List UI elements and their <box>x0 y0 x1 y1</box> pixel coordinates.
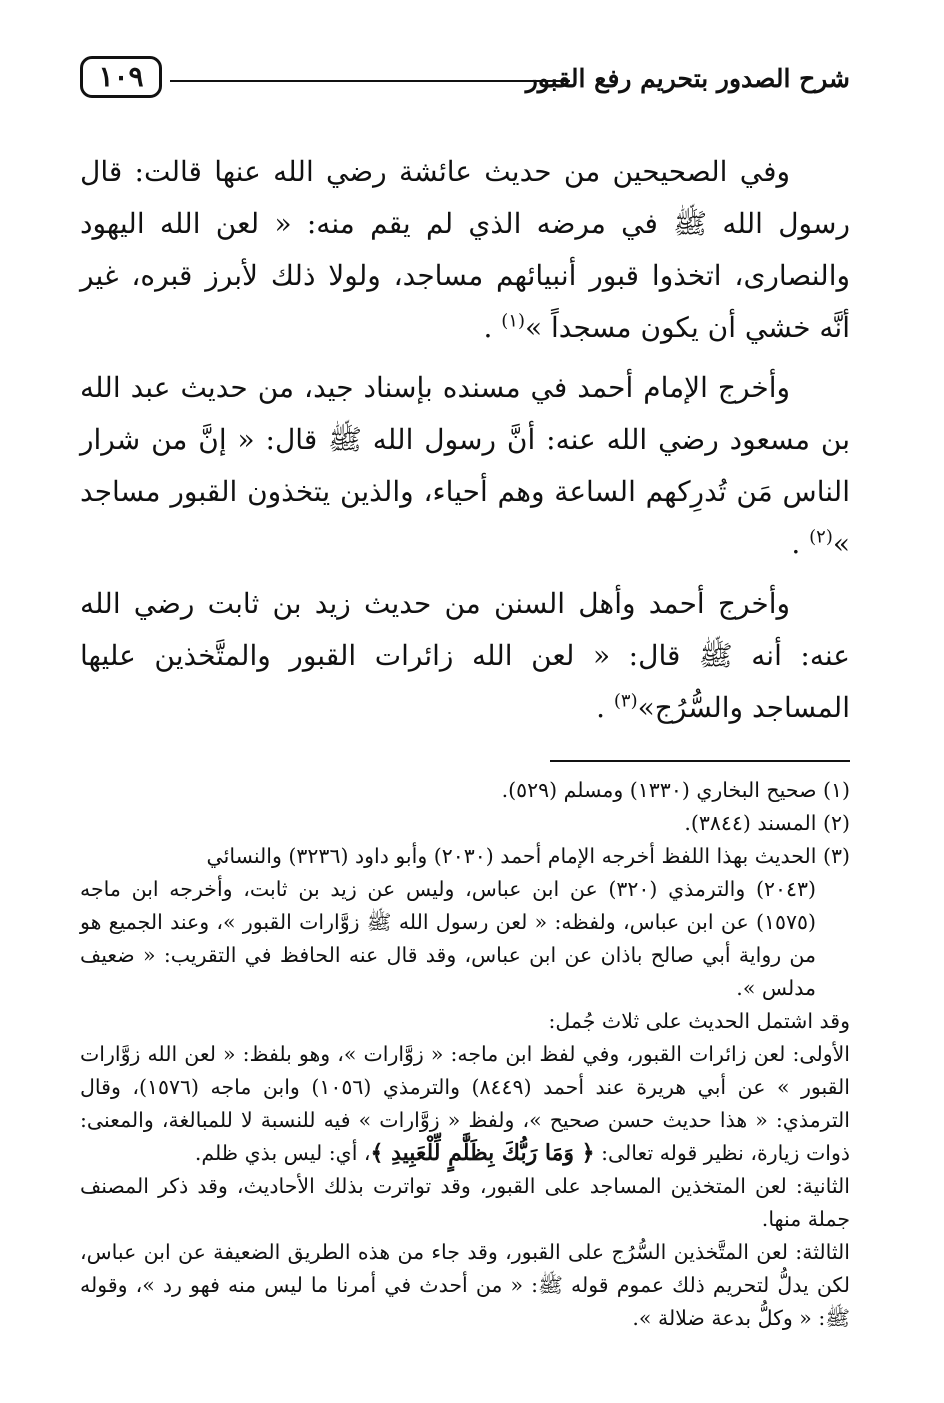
paragraph-text: وأخرج أحمد وأهل السنن من حديث زيد بن ثابت رضي الله عنه: أنه ﷺ قال: « لعن الله زائرات القبور والمتَّخذين عليها المساجد والسُّرُج» <box>80 587 850 724</box>
footnote-3: (٣) الحديث بهذا اللفظ أخرجه الإمام أحمد (٢٠٣٠) وأبو داود (٣٢٣٦) والنسائي <box>206 844 850 868</box>
footnotes <box>80 774 850 1335</box>
footnote-ref: (٢) <box>809 526 833 548</box>
book-page <box>80 50 850 1335</box>
footnote-ref: (١) <box>501 310 525 332</box>
paragraph-indent <box>790 155 850 188</box>
paragraph-indent <box>790 371 850 404</box>
running-title: شرح الصدور بتحريم رفع القبور <box>525 64 850 93</box>
paragraph: وأخرج الإمام أحمد في مسنده بإسناد جيد، من حديث عبد الله بن مسعود رضي الله عنه: أنَّ رسول الله ﷺ قال: « إنَّ من شرار الناس مَن تُدرِكهم الساعة وهم أحياء، والذين يتخذون القبور مساجد »$^{(٢)}$ . <box>80 371 851 560</box>
footnote-3-continued: (٢٠٤٣) والترمذي (٣٢٠) عن ابن عباس، وليس عن زيد بن ثابت، وأخرجه ابن ماجه (١٥٧٥) عن ابن عباس، ولفظه: « لعن رسول الله ﷺ زوَّارات القبور »، وعند الجميع هو من رواية أبي صالح باذان عن ابن عباس، وقد قال عنه الحافظ في التقريب: « ضعيف مدلس ». <box>80 877 816 1000</box>
note-first <box>80 1038 850 1170</box>
note-third: الثالثة: لعن المتَّخذين السُّرُج على القبور، وقد جاء من هذه الطريق الضعيفة عن ابن عباس، لكن يدلُّ لتحريم ذلك عموم قوله ﷺ: « من أحدث في أمرنا ما ليس منه فهو رد »، وقوله ﷺ: « وكلُّ بدعة ضلالة ». <box>80 1240 850 1330</box>
note-intro: وقد اشتمل الحديث على ثلاث جُمل: <box>548 1009 850 1033</box>
note-first-tail: ، أي: ليس بذي ظلم. <box>194 1141 371 1165</box>
note-first-text: الأولى: لعن زائرات القبور، وفي لفظ ابن ماجه: « زوَّارات »، وهو بلفظ: « لعن الله زوَّارات القبور » عن أبي هريرة عند أحمد (٨٤٤٩) والترمذي (١٠٥٦) وابن ماجه (١٥٧٦)، وقال الترمذي: « هذا حديث حسن صحيح »، ولفظ « زوَّارات » فيه للنسبة لا للمبالغة، والمعنى: ذوات زيارة، نظير قوله تعالى: <box>80 1042 850 1165</box>
paragraph-indent <box>790 587 850 620</box>
footnote-separator <box>550 760 850 762</box>
quran-verse: ﴿ وَمَا رَبُّكَ بِظَلَّٰمٍ لِّلْعَبِيدِ ﴾ <box>370 1140 595 1166</box>
paragraph: وفي الصحيحين من حديث عائشة رضي الله عنها قالت: قال رسول الله ﷺ في مرضه الذي لم يقم منه: « لعن الله اليهود والنصارى، اتخذوا قبور أنبيائهم مساجد، ولولا ذلك لأبرز قبره، غير أنَّه خشي أن يكون مسجداً »$^{(١)}$ . <box>80 155 850 344</box>
note-second: الثانية: لعن المتخذين المساجد على القبور، وقد تواترت بذلك الأحاديث، وقد ذكر المصنف جملة منها. <box>80 1174 850 1231</box>
page-number-box: ١٠٩ <box>80 56 162 98</box>
page-header <box>80 50 850 102</box>
paragraph-text: وأخرج الإمام أحمد في مسنده بإسناد جيد، من حديث عبد الله بن مسعود رضي الله عنه: أنَّ رسول الله ﷺ قال: « إنَّ من شرار الناس مَن تُدرِكهم الساعة وهم أحياء، والذين يتخذون القبور مساجد » <box>80 371 851 560</box>
footnote-2: (٢) المسند (٣٨٤٤). <box>684 811 850 835</box>
main-text <box>80 146 850 734</box>
paragraph-text: وفي الصحيحين من حديث عائشة رضي الله عنها قالت: قال رسول الله ﷺ في مرضه الذي لم يقم منه: « لعن الله اليهود والنصارى، اتخذوا قبور أنبيائهم مساجد، ولولا ذلك لأبرز قبره، غير أنَّه خشي أن يكون مسجداً » <box>80 155 850 344</box>
footnote-1: (١) صحيح البخاري (١٣٣٠) ومسلم (٥٢٩). <box>501 778 850 802</box>
footnote-ref: (٣) <box>613 690 638 712</box>
paragraph: وأخرج أحمد وأهل السنن من حديث زيد بن ثابت رضي الله عنه: أنه ﷺ قال: « لعن الله زائرات القبور والمتَّخذين عليها المساجد والسُّرُج»$^{(٣)}$ . <box>80 587 850 724</box>
header-rule <box>170 80 570 82</box>
